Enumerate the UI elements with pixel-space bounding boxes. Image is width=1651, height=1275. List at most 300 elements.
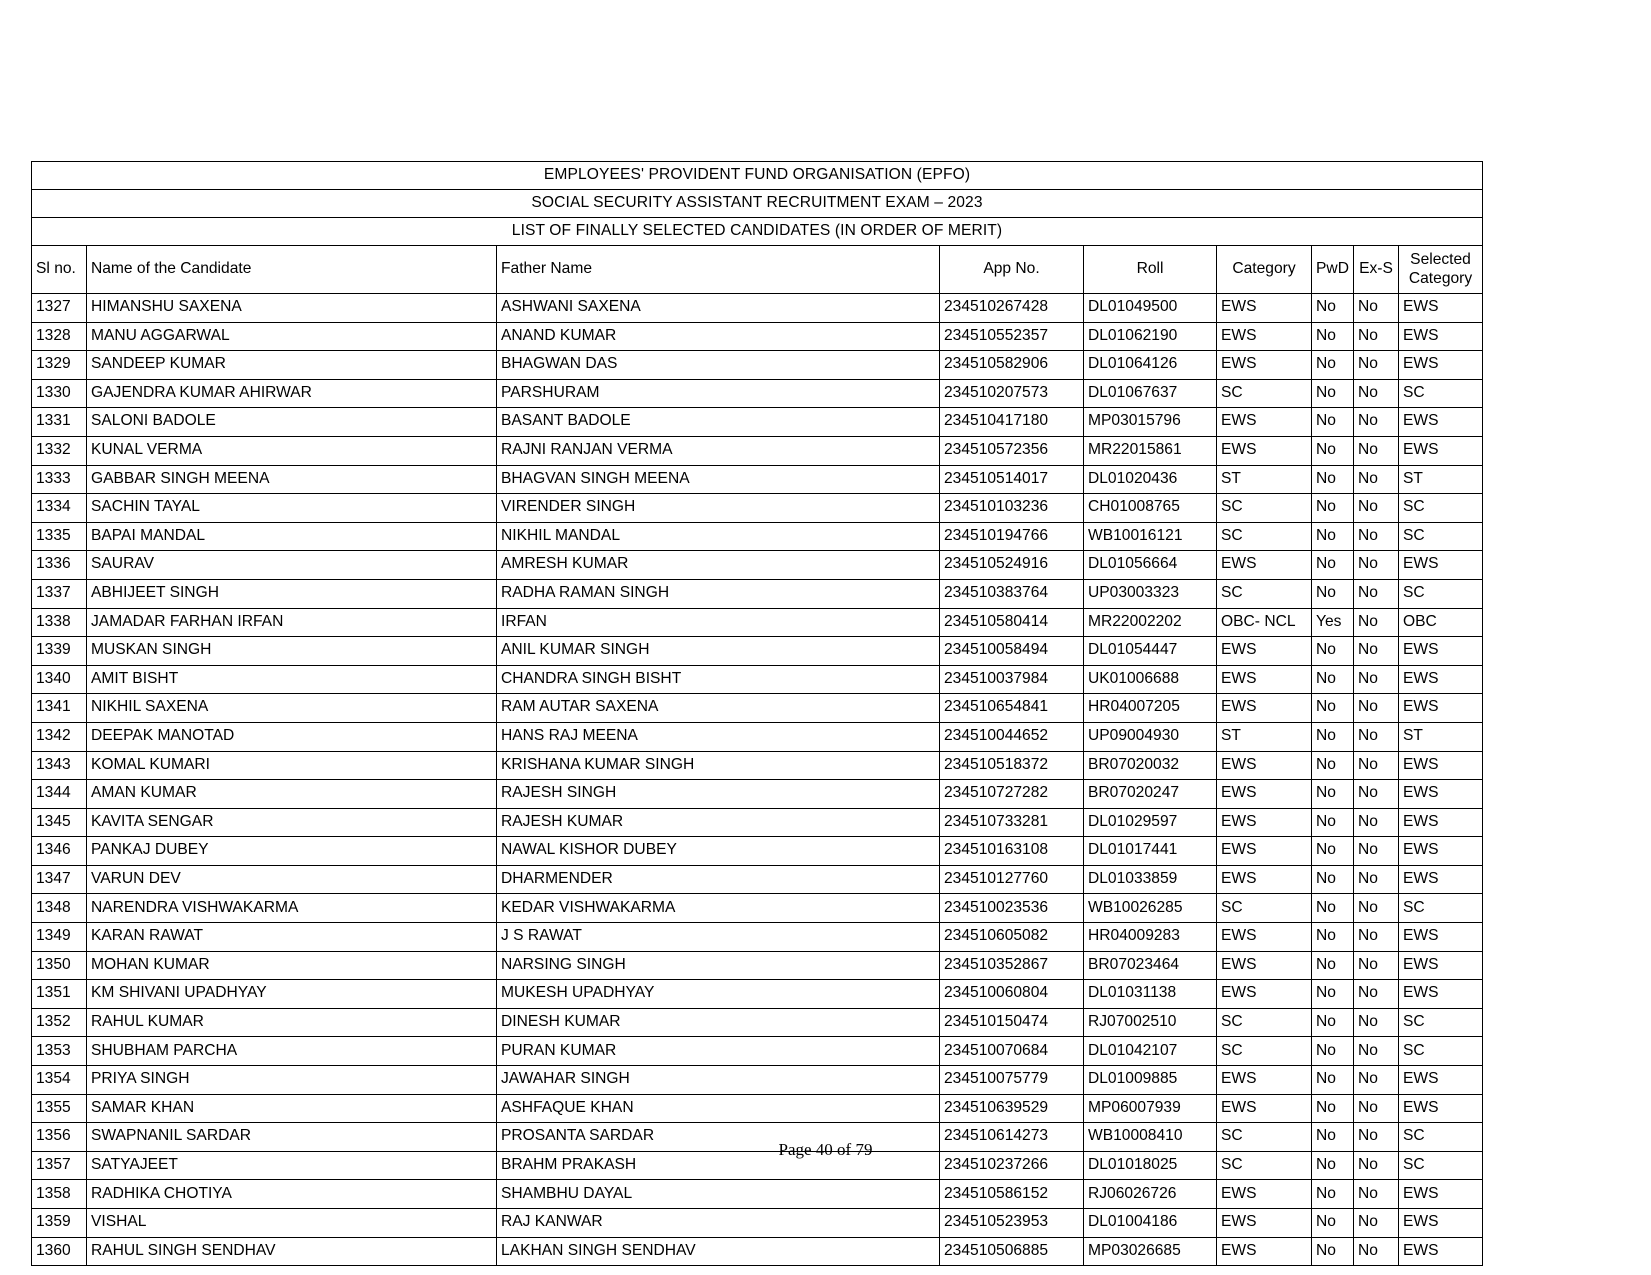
cell-ex-s: No xyxy=(1354,665,1399,694)
cell-selected-category: EWS xyxy=(1399,751,1483,780)
cell-father-name: ANIL KUMAR SINGH xyxy=(497,637,940,666)
cell-ex-s: No xyxy=(1354,951,1399,980)
cell-name: AMIT BISHT xyxy=(87,665,497,694)
cell-ex-s: No xyxy=(1354,494,1399,523)
cell-app-no: 234510037984 xyxy=(940,665,1084,694)
cell-ex-s: No xyxy=(1354,408,1399,437)
cell-name: MOHAN KUMAR xyxy=(87,951,497,980)
cell-app-no: 234510514017 xyxy=(940,465,1084,494)
cell-pwd: No xyxy=(1312,665,1354,694)
cell-category: EWS xyxy=(1217,665,1312,694)
merit-list-sheet xyxy=(31,161,1482,1266)
table-row xyxy=(32,322,1483,351)
org-title: EMPLOYEES' PROVIDENT FUND ORGANISATION (EPFO) xyxy=(32,162,1483,190)
cell-father-name: BASANT BADOLE xyxy=(497,408,940,437)
cell-selected-category: EWS xyxy=(1399,951,1483,980)
cell-pwd: No xyxy=(1312,1180,1354,1209)
cell-app-no: 234510163108 xyxy=(940,837,1084,866)
cell-category: EWS xyxy=(1217,1237,1312,1266)
page-footer: Page 40 of 79 xyxy=(778,1140,873,1159)
cell-pwd: No xyxy=(1312,551,1354,580)
cell-category: SC xyxy=(1217,1151,1312,1180)
cell-selected-category: ST xyxy=(1399,722,1483,751)
cell-pwd: No xyxy=(1312,436,1354,465)
cell-selected-category: SC xyxy=(1399,579,1483,608)
cell-roll: DL01054447 xyxy=(1084,637,1217,666)
cell-ex-s: No xyxy=(1354,1008,1399,1037)
cell-father-name: ASHFAQUE KHAN xyxy=(497,1094,940,1123)
cell-app-no: 234510127760 xyxy=(940,865,1084,894)
cell-father-name: PURAN KUMAR xyxy=(497,1037,940,1066)
cell-father-name: NAWAL KISHOR DUBEY xyxy=(497,837,940,866)
table-row xyxy=(32,694,1483,723)
cell-roll: DL01049500 xyxy=(1084,294,1217,323)
cell-app-no: 234510023536 xyxy=(940,894,1084,923)
cell-sl-no: 1353 xyxy=(32,1037,87,1066)
cell-name: BAPAI MANDAL xyxy=(87,522,497,551)
cell-roll: HR04007205 xyxy=(1084,694,1217,723)
cell-father-name: JAWAHAR SINGH xyxy=(497,1066,940,1095)
cell-category: EWS xyxy=(1217,780,1312,809)
cell-name: SATYAJEET xyxy=(87,1151,497,1180)
cell-ex-s: No xyxy=(1354,865,1399,894)
cell-pwd: No xyxy=(1312,522,1354,551)
cell-app-no: 234510506885 xyxy=(940,1237,1084,1266)
cell-sl-no: 1352 xyxy=(32,1008,87,1037)
cell-sl-no: 1343 xyxy=(32,751,87,780)
table-row xyxy=(32,923,1483,952)
cell-pwd: No xyxy=(1312,465,1354,494)
table-row xyxy=(32,780,1483,809)
cell-pwd: No xyxy=(1312,1237,1354,1266)
cell-name: SWAPNANIL SARDAR xyxy=(87,1123,497,1152)
cell-app-no: 234510194766 xyxy=(940,522,1084,551)
cell-name: NARENDRA VISHWAKARMA xyxy=(87,894,497,923)
table-row xyxy=(32,865,1483,894)
cell-selected-category: EWS xyxy=(1399,665,1483,694)
cell-name: KM SHIVANI UPADHYAY xyxy=(87,980,497,1009)
cell-name: HIMANSHU SAXENA xyxy=(87,294,497,323)
cell-ex-s: No xyxy=(1354,694,1399,723)
cell-ex-s: No xyxy=(1354,1151,1399,1180)
cell-name: RAHUL SINGH SENDHAV xyxy=(87,1237,497,1266)
table-row xyxy=(32,294,1483,323)
cell-category: EWS xyxy=(1217,1066,1312,1095)
column-header-father-name: Father Name xyxy=(497,246,940,294)
cell-selected-category: OBC xyxy=(1399,608,1483,637)
cell-ex-s: No xyxy=(1354,1094,1399,1123)
cell-sl-no: 1356 xyxy=(32,1123,87,1152)
cell-father-name: HANS RAJ MEENA xyxy=(497,722,940,751)
cell-pwd: No xyxy=(1312,1066,1354,1095)
cell-sl-no: 1357 xyxy=(32,1151,87,1180)
cell-category: EWS xyxy=(1217,1209,1312,1238)
cell-sl-no: 1335 xyxy=(32,522,87,551)
cell-pwd: No xyxy=(1312,808,1354,837)
cell-app-no: 234510150474 xyxy=(940,1008,1084,1037)
cell-selected-category: EWS xyxy=(1399,923,1483,952)
cell-father-name: BHAGWAN DAS xyxy=(497,351,940,380)
cell-roll: DL01017441 xyxy=(1084,837,1217,866)
cell-selected-category: SC xyxy=(1399,1037,1483,1066)
cell-pwd: No xyxy=(1312,1094,1354,1123)
cell-pwd: No xyxy=(1312,408,1354,437)
cell-father-name: J S RAWAT xyxy=(497,923,940,952)
cell-sl-no: 1339 xyxy=(32,637,87,666)
cell-pwd: No xyxy=(1312,351,1354,380)
cell-father-name: BHAGVAN SINGH MEENA xyxy=(497,465,940,494)
cell-ex-s: No xyxy=(1354,637,1399,666)
cell-pwd: No xyxy=(1312,722,1354,751)
cell-category: EWS xyxy=(1217,980,1312,1009)
cell-pwd: No xyxy=(1312,637,1354,666)
cell-app-no: 234510582906 xyxy=(940,351,1084,380)
cell-ex-s: No xyxy=(1354,322,1399,351)
cell-selected-category: EWS xyxy=(1399,1094,1483,1123)
cell-sl-no: 1351 xyxy=(32,980,87,1009)
cell-app-no: 234510523953 xyxy=(940,1209,1084,1238)
cell-name: MANU AGGARWAL xyxy=(87,322,497,351)
cell-sl-no: 1347 xyxy=(32,865,87,894)
cell-selected-category: EWS xyxy=(1399,294,1483,323)
cell-category: EWS xyxy=(1217,1180,1312,1209)
cell-sl-no: 1359 xyxy=(32,1209,87,1238)
cell-sl-no: 1355 xyxy=(32,1094,87,1123)
table-row xyxy=(32,808,1483,837)
cell-ex-s: No xyxy=(1354,1123,1399,1152)
cell-father-name: LAKHAN SINGH SENDHAV xyxy=(497,1237,940,1266)
cell-app-no: 234510552357 xyxy=(940,322,1084,351)
table-row xyxy=(32,980,1483,1009)
cell-selected-category: SC xyxy=(1399,894,1483,923)
cell-name: ABHIJEET SINGH xyxy=(87,579,497,608)
cell-selected-category: EWS xyxy=(1399,436,1483,465)
cell-father-name: RAM AUTAR SAXENA xyxy=(497,694,940,723)
cell-category: OBC- NCL xyxy=(1217,608,1312,637)
cell-father-name: CHANDRA SINGH BISHT xyxy=(497,665,940,694)
cell-selected-category: EWS xyxy=(1399,322,1483,351)
cell-app-no: 234510614273 xyxy=(940,1123,1084,1152)
cell-name: DEEPAK MANOTAD xyxy=(87,722,497,751)
cell-roll: RJ06026726 xyxy=(1084,1180,1217,1209)
cell-pwd: No xyxy=(1312,865,1354,894)
cell-category: EWS xyxy=(1217,951,1312,980)
cell-app-no: 234510352867 xyxy=(940,951,1084,980)
cell-name: SAURAV xyxy=(87,551,497,580)
cell-father-name: NIKHIL MANDAL xyxy=(497,522,940,551)
cell-ex-s: No xyxy=(1354,722,1399,751)
cell-name: GABBAR SINGH MEENA xyxy=(87,465,497,494)
cell-category: EWS xyxy=(1217,551,1312,580)
cell-app-no: 234510727282 xyxy=(940,780,1084,809)
cell-sl-no: 1336 xyxy=(32,551,87,580)
cell-selected-category: EWS xyxy=(1399,551,1483,580)
cell-pwd: No xyxy=(1312,780,1354,809)
cell-app-no: 234510524916 xyxy=(940,551,1084,580)
cell-pwd: No xyxy=(1312,1151,1354,1180)
table-row xyxy=(32,951,1483,980)
cell-father-name: AMRESH KUMAR xyxy=(497,551,940,580)
table-row xyxy=(32,408,1483,437)
selected-category-line-1: Selected xyxy=(1410,251,1471,269)
cell-selected-category: SC xyxy=(1399,379,1483,408)
cell-sl-no: 1337 xyxy=(32,579,87,608)
column-header-selected-category xyxy=(1399,246,1483,294)
cell-ex-s: No xyxy=(1354,1037,1399,1066)
cell-app-no: 234510044652 xyxy=(940,722,1084,751)
cell-roll: MR22015861 xyxy=(1084,436,1217,465)
cell-app-no: 234510580414 xyxy=(940,608,1084,637)
cell-roll: DL01042107 xyxy=(1084,1037,1217,1066)
cell-selected-category: EWS xyxy=(1399,980,1483,1009)
cell-pwd: No xyxy=(1312,1008,1354,1037)
cell-ex-s: No xyxy=(1354,1066,1399,1095)
cell-roll: DL01020436 xyxy=(1084,465,1217,494)
cell-name: KAVITA SENGAR xyxy=(87,808,497,837)
cell-name: VISHAL xyxy=(87,1209,497,1238)
table-row xyxy=(32,1066,1483,1095)
cell-app-no: 234510586152 xyxy=(940,1180,1084,1209)
cell-father-name: MUKESH UPADHYAY xyxy=(497,980,940,1009)
cell-app-no: 234510070684 xyxy=(940,1037,1084,1066)
cell-sl-no: 1348 xyxy=(32,894,87,923)
cell-pwd: No xyxy=(1312,1209,1354,1238)
table-row xyxy=(32,751,1483,780)
cell-ex-s: No xyxy=(1354,751,1399,780)
cell-name: KARAN RAWAT xyxy=(87,923,497,952)
cell-father-name: DINESH KUMAR xyxy=(497,1008,940,1037)
merit-list-table xyxy=(31,161,1483,1266)
cell-roll: CH01008765 xyxy=(1084,494,1217,523)
cell-ex-s: No xyxy=(1354,522,1399,551)
cell-name: JAMADAR FARHAN IRFAN xyxy=(87,608,497,637)
table-row xyxy=(32,665,1483,694)
cell-roll: MR22002202 xyxy=(1084,608,1217,637)
cell-category: EWS xyxy=(1217,923,1312,952)
cell-selected-category: EWS xyxy=(1399,408,1483,437)
table-row xyxy=(32,494,1483,523)
cell-roll: WB10016121 xyxy=(1084,522,1217,551)
cell-category: EWS xyxy=(1217,322,1312,351)
cell-category: SC xyxy=(1217,494,1312,523)
cell-category: SC xyxy=(1217,1037,1312,1066)
cell-sl-no: 1330 xyxy=(32,379,87,408)
cell-name: SHUBHAM PARCHA xyxy=(87,1037,497,1066)
cell-name: NIKHIL SAXENA xyxy=(87,694,497,723)
cell-sl-no: 1350 xyxy=(32,951,87,980)
cell-sl-no: 1329 xyxy=(32,351,87,380)
cell-ex-s: No xyxy=(1354,837,1399,866)
cell-father-name: ANAND KUMAR xyxy=(497,322,940,351)
table-row xyxy=(32,551,1483,580)
cell-app-no: 234510639529 xyxy=(940,1094,1084,1123)
cell-pwd: No xyxy=(1312,379,1354,408)
cell-category: EWS xyxy=(1217,637,1312,666)
cell-category: SC xyxy=(1217,379,1312,408)
table-row xyxy=(32,1237,1483,1266)
cell-pwd: No xyxy=(1312,751,1354,780)
cell-sl-no: 1340 xyxy=(32,665,87,694)
list-title-row xyxy=(32,218,1483,246)
column-header-ex-s: Ex-S xyxy=(1354,246,1399,294)
table-row xyxy=(32,579,1483,608)
cell-name: PRIYA SINGH xyxy=(87,1066,497,1095)
cell-app-no: 234510383764 xyxy=(940,579,1084,608)
cell-category: EWS xyxy=(1217,808,1312,837)
cell-sl-no: 1345 xyxy=(32,808,87,837)
cell-category: ST xyxy=(1217,722,1312,751)
cell-category: EWS xyxy=(1217,751,1312,780)
cell-ex-s: No xyxy=(1354,465,1399,494)
table-row xyxy=(32,436,1483,465)
column-header-name: Name of the Candidate xyxy=(87,246,497,294)
table-row xyxy=(32,637,1483,666)
cell-sl-no: 1354 xyxy=(32,1066,87,1095)
cell-name: AMAN KUMAR xyxy=(87,780,497,809)
cell-category: SC xyxy=(1217,522,1312,551)
cell-pwd: No xyxy=(1312,1123,1354,1152)
cell-app-no: 234510058494 xyxy=(940,637,1084,666)
cell-sl-no: 1327 xyxy=(32,294,87,323)
exam-title: SOCIAL SECURITY ASSISTANT RECRUITMENT EXAM – 2023 xyxy=(32,190,1483,218)
selected-category-line-2: Category xyxy=(1408,269,1473,287)
cell-roll: BR07020247 xyxy=(1084,780,1217,809)
cell-ex-s: No xyxy=(1354,351,1399,380)
cell-category: EWS xyxy=(1217,436,1312,465)
cell-category: SC xyxy=(1217,894,1312,923)
cell-sl-no: 1358 xyxy=(32,1180,87,1209)
cell-roll: HR04009283 xyxy=(1084,923,1217,952)
cell-father-name: IRFAN xyxy=(497,608,940,637)
cell-name: GAJENDRA KUMAR AHIRWAR xyxy=(87,379,497,408)
table-row xyxy=(32,351,1483,380)
cell-father-name: RAJNI RANJAN VERMA xyxy=(497,436,940,465)
cell-roll: DL01062190 xyxy=(1084,322,1217,351)
cell-roll: UP09004930 xyxy=(1084,722,1217,751)
table-row xyxy=(32,1094,1483,1123)
cell-selected-category: EWS xyxy=(1399,808,1483,837)
cell-selected-category: EWS xyxy=(1399,1180,1483,1209)
cell-name: PANKAJ DUBEY xyxy=(87,837,497,866)
cell-name: VARUN DEV xyxy=(87,865,497,894)
cell-name: KUNAL VERMA xyxy=(87,436,497,465)
cell-father-name: RAJESH KUMAR xyxy=(497,808,940,837)
cell-name: KOMAL KUMARI xyxy=(87,751,497,780)
cell-sl-no: 1342 xyxy=(32,722,87,751)
cell-sl-no: 1344 xyxy=(32,780,87,809)
cell-name: RADHIKA CHOTIYA xyxy=(87,1180,497,1209)
cell-father-name: ASHWANI SAXENA xyxy=(497,294,940,323)
cell-selected-category: SC xyxy=(1399,1151,1483,1180)
cell-selected-category: EWS xyxy=(1399,865,1483,894)
cell-selected-category: EWS xyxy=(1399,1066,1483,1095)
cell-category: EWS xyxy=(1217,865,1312,894)
cell-selected-category: SC xyxy=(1399,494,1483,523)
cell-category: SC xyxy=(1217,1123,1312,1152)
cell-sl-no: 1334 xyxy=(32,494,87,523)
cell-name: MUSKAN SINGH xyxy=(87,637,497,666)
cell-selected-category: EWS xyxy=(1399,1209,1483,1238)
cell-category: EWS xyxy=(1217,351,1312,380)
cell-ex-s: No xyxy=(1354,551,1399,580)
cell-app-no: 234510518372 xyxy=(940,751,1084,780)
cell-selected-category: EWS xyxy=(1399,637,1483,666)
table-row xyxy=(32,1209,1483,1238)
cell-roll: DL01031138 xyxy=(1084,980,1217,1009)
cell-roll: WB10026285 xyxy=(1084,894,1217,923)
table-row xyxy=(32,1180,1483,1209)
cell-ex-s: No xyxy=(1354,980,1399,1009)
column-header-pwd: PwD xyxy=(1312,246,1354,294)
cell-app-no: 234510060804 xyxy=(940,980,1084,1009)
cell-father-name: NARSING SINGH xyxy=(497,951,940,980)
cell-roll: MP06007939 xyxy=(1084,1094,1217,1123)
exam-title-row xyxy=(32,190,1483,218)
cell-roll: WB10008410 xyxy=(1084,1123,1217,1152)
cell-selected-category: ST xyxy=(1399,465,1483,494)
cell-father-name: KRISHANA KUMAR SINGH xyxy=(497,751,940,780)
cell-selected-category: EWS xyxy=(1399,837,1483,866)
cell-roll: MP03026685 xyxy=(1084,1237,1217,1266)
cell-pwd: No xyxy=(1312,837,1354,866)
cell-pwd: Yes xyxy=(1312,608,1354,637)
column-header-app-no: App No. xyxy=(940,246,1084,294)
column-header-row xyxy=(32,246,1483,294)
cell-pwd: No xyxy=(1312,980,1354,1009)
cell-roll: BR07020032 xyxy=(1084,751,1217,780)
cell-roll: UP03003323 xyxy=(1084,579,1217,608)
cell-pwd: No xyxy=(1312,494,1354,523)
cell-name: SACHIN TAYAL xyxy=(87,494,497,523)
cell-selected-category: EWS xyxy=(1399,694,1483,723)
cell-father-name: BRAHM PRAKASH xyxy=(497,1151,940,1180)
cell-name: SANDEEP KUMAR xyxy=(87,351,497,380)
cell-ex-s: No xyxy=(1354,608,1399,637)
cell-father-name: KEDAR VISHWAKARMA xyxy=(497,894,940,923)
cell-category: SC xyxy=(1217,1008,1312,1037)
table-row xyxy=(32,1008,1483,1037)
cell-ex-s: No xyxy=(1354,894,1399,923)
cell-pwd: No xyxy=(1312,923,1354,952)
cell-sl-no: 1349 xyxy=(32,923,87,952)
cell-sl-no: 1346 xyxy=(32,837,87,866)
cell-selected-category: SC xyxy=(1399,1008,1483,1037)
cell-app-no: 234510654841 xyxy=(940,694,1084,723)
cell-pwd: No xyxy=(1312,322,1354,351)
column-header-category: Category xyxy=(1217,246,1312,294)
cell-category: SC xyxy=(1217,579,1312,608)
cell-father-name: RADHA RAMAN SINGH xyxy=(497,579,940,608)
cell-roll: RJ07002510 xyxy=(1084,1008,1217,1037)
cell-name: RAHUL KUMAR xyxy=(87,1008,497,1037)
cell-father-name: RAJ KANWAR xyxy=(497,1209,940,1238)
cell-selected-category: SC xyxy=(1399,522,1483,551)
cell-ex-s: No xyxy=(1354,294,1399,323)
cell-roll: DL01004186 xyxy=(1084,1209,1217,1238)
cell-sl-no: 1341 xyxy=(32,694,87,723)
cell-name: SAMAR KHAN xyxy=(87,1094,497,1123)
cell-pwd: No xyxy=(1312,294,1354,323)
cell-selected-category: EWS xyxy=(1399,1237,1483,1266)
cell-father-name: DHARMENDER xyxy=(497,865,940,894)
cell-category: EWS xyxy=(1217,1094,1312,1123)
cell-selected-category: EWS xyxy=(1399,351,1483,380)
cell-father-name: RAJESH SINGH xyxy=(497,780,940,809)
cell-app-no: 234510267428 xyxy=(940,294,1084,323)
cell-father-name: SHAMBHU DAYAL xyxy=(497,1180,940,1209)
cell-ex-s: No xyxy=(1354,436,1399,465)
cell-sl-no: 1331 xyxy=(32,408,87,437)
